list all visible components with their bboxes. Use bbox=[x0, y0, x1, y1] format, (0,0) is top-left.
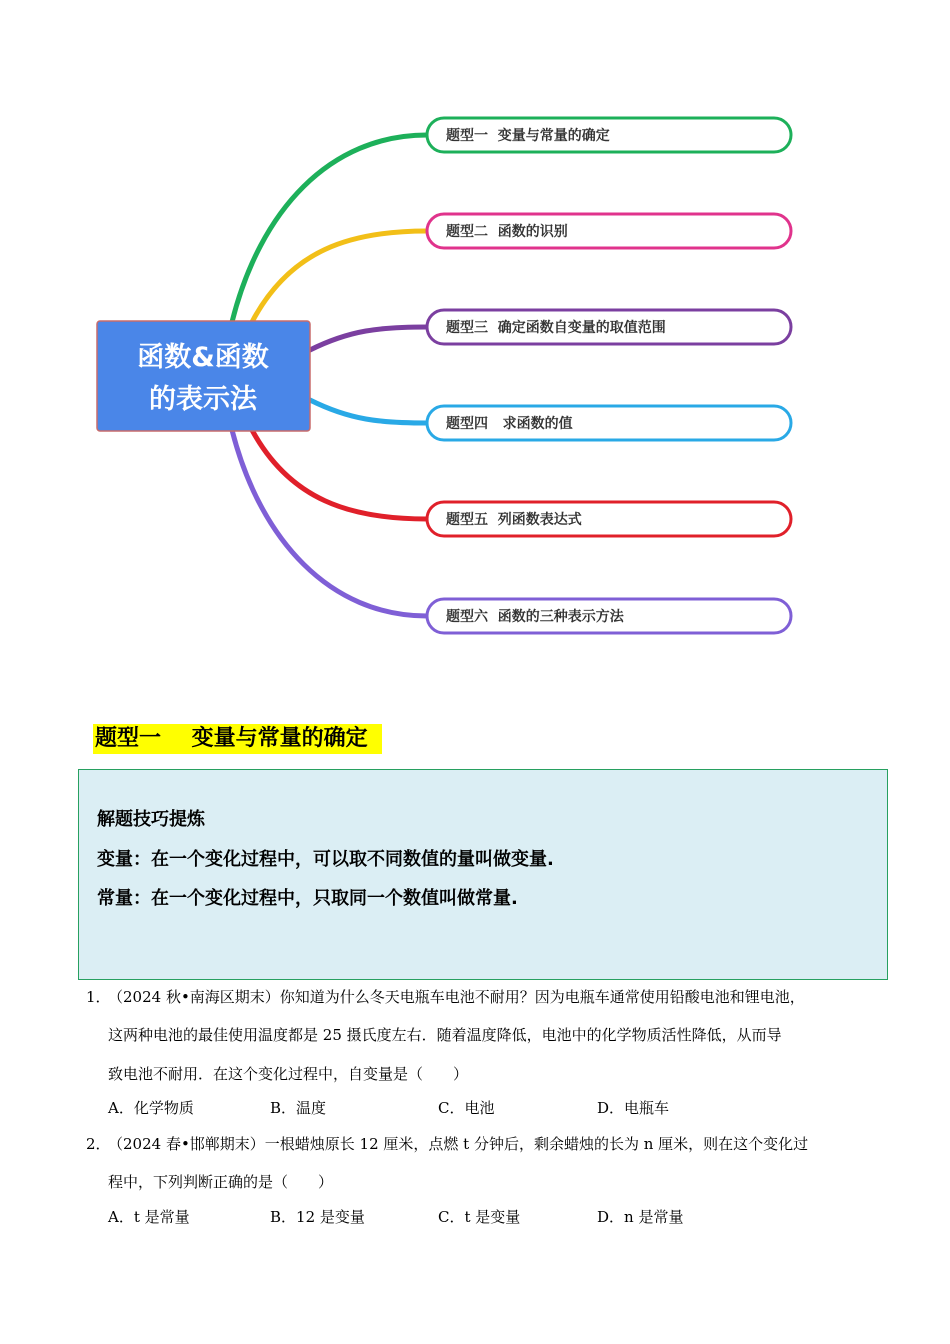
option-c[interactable]: C．t 是变量 bbox=[438, 1208, 521, 1226]
root-title-line1: 函数&函数 bbox=[137, 342, 269, 373]
question-text-line: 程中，下列判断正确的是（ ） bbox=[108, 1173, 334, 1191]
tip-box bbox=[78, 769, 888, 980]
question-number: 2． bbox=[86, 1135, 111, 1153]
connector-6 bbox=[232, 430, 427, 616]
tip-constant-definition: 常量：在一个变化过程中，只取同一个数值叫做常量. bbox=[97, 888, 518, 909]
branch-label-3: 题型三 确定函数自变量的取值范围 bbox=[446, 320, 666, 336]
option-d[interactable]: D．n 是常量 bbox=[597, 1208, 684, 1226]
branch-node-3 bbox=[427, 310, 791, 344]
option-a[interactable]: A．化学物质 bbox=[108, 1099, 194, 1117]
root-title-line2: 的表示法 bbox=[149, 384, 257, 415]
option-d[interactable]: D．电瓶车 bbox=[597, 1099, 670, 1117]
connector-5 bbox=[252, 430, 427, 519]
branch-label-2: 题型二 函数的识别 bbox=[446, 224, 568, 240]
option-c[interactable]: C．电池 bbox=[438, 1099, 495, 1117]
option-b[interactable]: B．12 是变量 bbox=[270, 1208, 365, 1226]
branch-node-1 bbox=[427, 118, 791, 152]
connector-2 bbox=[252, 231, 427, 322]
question-text-line: 这两种电池的最佳使用温度都是 25 摄氏度左右．随着温度降低，电池中的化学物质活性降低，从而导 bbox=[108, 1026, 782, 1044]
branch-label-4: 题型四 求函数的值 bbox=[446, 416, 573, 432]
root-node bbox=[97, 321, 310, 431]
branch-label-5: 题型五 列函数表达式 bbox=[446, 512, 582, 528]
option-a[interactable]: A．t 是常量 bbox=[108, 1208, 190, 1226]
question-number: 1． bbox=[86, 988, 111, 1006]
section-title: 题型一 变量与常量的确定 bbox=[93, 724, 382, 754]
branch-node-2 bbox=[427, 214, 791, 248]
branch-label-1: 题型一 变量与常量的确定 bbox=[446, 128, 610, 144]
branch-node-6 bbox=[427, 599, 791, 633]
branch-node-4 bbox=[427, 406, 791, 440]
question-text-line: （2024 春•邯郸期末）一根蜡烛原长 12 厘米，点燃 t 分钟后，剩余蜡烛的长为 n 厘米，则在这个变化过 bbox=[108, 1135, 809, 1153]
question-text-line: 致电池不耐用．在这个变化过程中，自变量是（ ） bbox=[108, 1065, 469, 1083]
tip-variable-definition: 变量：在一个变化过程中，可以取不同数值的量叫做变量. bbox=[97, 849, 554, 870]
branch-node-5 bbox=[427, 502, 791, 536]
connector-3 bbox=[310, 327, 427, 350]
branch-label-6: 题型六 函数的三种表示方法 bbox=[446, 609, 624, 625]
connector-1 bbox=[232, 135, 427, 322]
question-text-line: （2024 秋•南海区期末）你知道为什么冬天电瓶车电池不耐用？因为电瓶车通常使用铅酸电池和锂电池， bbox=[108, 988, 805, 1006]
tip-heading: 解题技巧提炼 bbox=[97, 809, 205, 830]
option-b[interactable]: B．温度 bbox=[270, 1099, 327, 1117]
connector-4 bbox=[310, 400, 427, 423]
